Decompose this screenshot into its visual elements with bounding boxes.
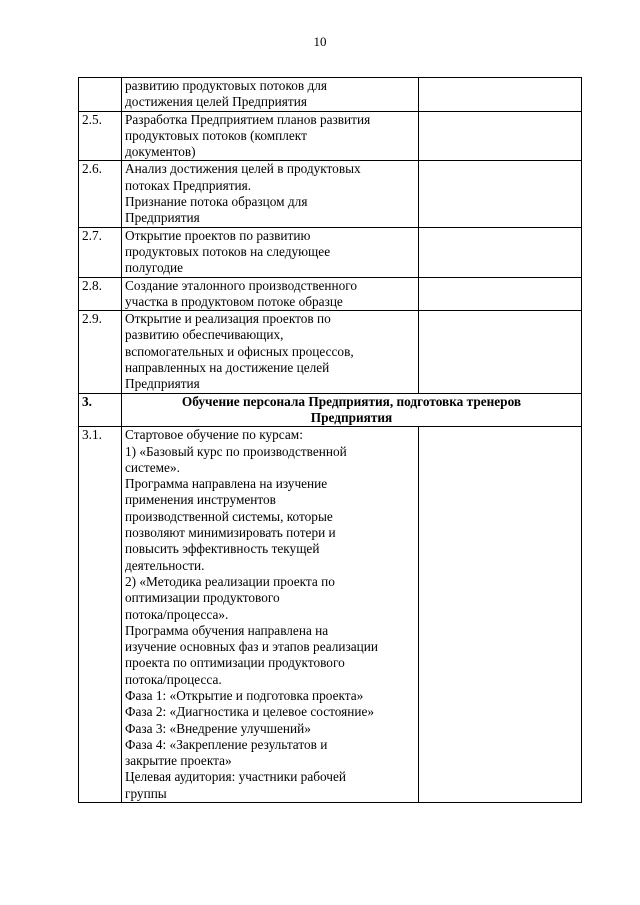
row-text-line: деятельности.	[125, 557, 205, 573]
row-text-line: потока/процесса».	[125, 606, 229, 622]
table-row	[79, 427, 582, 803]
table-row	[79, 111, 582, 161]
row-text-cell	[122, 277, 419, 311]
table-row	[79, 311, 582, 393]
section-number: 3.	[79, 393, 122, 427]
plan-table	[78, 77, 582, 803]
row-empty-cell	[419, 277, 582, 311]
row-text-line: Фаза 2: «Диагностика и целевое состояние»	[125, 704, 375, 720]
row-number: 2.9.	[79, 311, 122, 393]
row-text-line: изучение основных фаз и этапов реализации	[125, 639, 379, 655]
row-text-cell	[122, 161, 419, 227]
row-text-line: Фаза 4: «Закрепление результатов и	[125, 736, 328, 752]
section-title	[122, 393, 582, 427]
row-text-line: группы	[125, 785, 167, 801]
row-text-line: применения инструментов	[125, 492, 276, 508]
row-text-line: Программа направлена на изучение	[125, 476, 328, 492]
row-empty-cell	[419, 427, 582, 803]
row-empty-cell	[419, 311, 582, 393]
plan-table-body	[79, 78, 582, 803]
row-number: 2.6.	[79, 161, 122, 227]
table-row	[79, 227, 582, 277]
row-text-cell	[122, 78, 419, 112]
row-text-line: Открытие проектов по развитию	[125, 227, 311, 243]
section-title-line: Обучение персонала Предприятия, подготовка тренеров	[181, 393, 522, 409]
row-number	[79, 78, 122, 112]
row-text-line: вспомогательных и офисных процессов,	[125, 343, 354, 359]
row-empty-cell	[419, 111, 582, 161]
row-text-line: позволяют минимизировать потери и	[125, 525, 336, 541]
row-text-line: Фаза 1: «Открытие и подготовка проекта»	[125, 687, 364, 703]
row-text-cell	[122, 227, 419, 277]
row-text-line: документов)	[125, 144, 196, 160]
row-text-line: 2) «Методика реализации проекта по	[125, 573, 335, 589]
row-text-line: достижения целей Предприятия	[125, 94, 307, 110]
row-number: 2.5.	[79, 111, 122, 161]
row-text-cell	[122, 111, 419, 161]
row-text-line: продуктовых потоков на следующее	[125, 243, 331, 259]
row-empty-cell	[419, 161, 582, 227]
row-text-line: участка в продуктовом потоке образце	[125, 293, 343, 309]
row-text-line: оптимизации продуктового	[125, 590, 280, 606]
row-empty-cell	[419, 227, 582, 277]
row-text-line: потока/процесса.	[125, 671, 222, 687]
section-row	[79, 393, 582, 427]
section-title-line: Предприятия	[310, 409, 393, 425]
row-text-cell	[122, 427, 419, 803]
row-text-line: производственной системы, которые	[125, 508, 333, 524]
row-text-line: Создание эталонного производственного	[125, 277, 358, 293]
row-text-line: закрытие проекта»	[125, 753, 232, 769]
row-text-line: продуктовых потоков (комплект	[125, 127, 307, 143]
row-text-line: Фаза 3: «Внедрение улучшений»	[125, 720, 311, 736]
row-number: 2.7.	[79, 227, 122, 277]
row-number: 2.8.	[79, 277, 122, 311]
row-text-line: Анализ достижения целей в продуктовых	[125, 161, 361, 177]
row-text-line: Целевая аудитория: участники рабочей	[125, 769, 346, 785]
row-text-line: повысить эффективность текущей	[125, 541, 320, 557]
row-text-line: развитию обеспечивающих,	[125, 327, 284, 343]
row-text-cell	[122, 311, 419, 393]
row-text-line: 1) «Базовый курс по производственной	[125, 443, 347, 459]
page-number: 10	[313, 34, 327, 49]
table-row	[79, 78, 582, 112]
row-number: 3.1.	[79, 427, 122, 803]
row-text-line: Открытие и реализация проектов по	[125, 311, 331, 327]
row-text-line: потоках Предприятия.	[125, 177, 252, 193]
row-text-line: развитию продуктовых потоков для	[125, 78, 328, 93]
row-text-line: проекта по оптимизации продуктового	[125, 655, 345, 671]
row-text-line: Предприятия	[125, 210, 200, 226]
row-text-line: направленных на достижение целей	[125, 360, 330, 376]
row-text-line: системе».	[125, 459, 180, 475]
row-text-line: Разработка Предприятием планов развития	[125, 111, 371, 127]
table-row	[79, 277, 582, 311]
row-text-line: Стартовое обучение по курсам:	[125, 427, 303, 443]
row-text-line: Программа обучения направлена на	[125, 622, 329, 638]
row-text-line: полугодие	[125, 260, 184, 276]
table-row	[79, 161, 582, 227]
row-text-line: Предприятия	[125, 376, 200, 392]
row-empty-cell	[419, 78, 582, 112]
row-text-line: Признание потока образцом для	[125, 194, 308, 210]
